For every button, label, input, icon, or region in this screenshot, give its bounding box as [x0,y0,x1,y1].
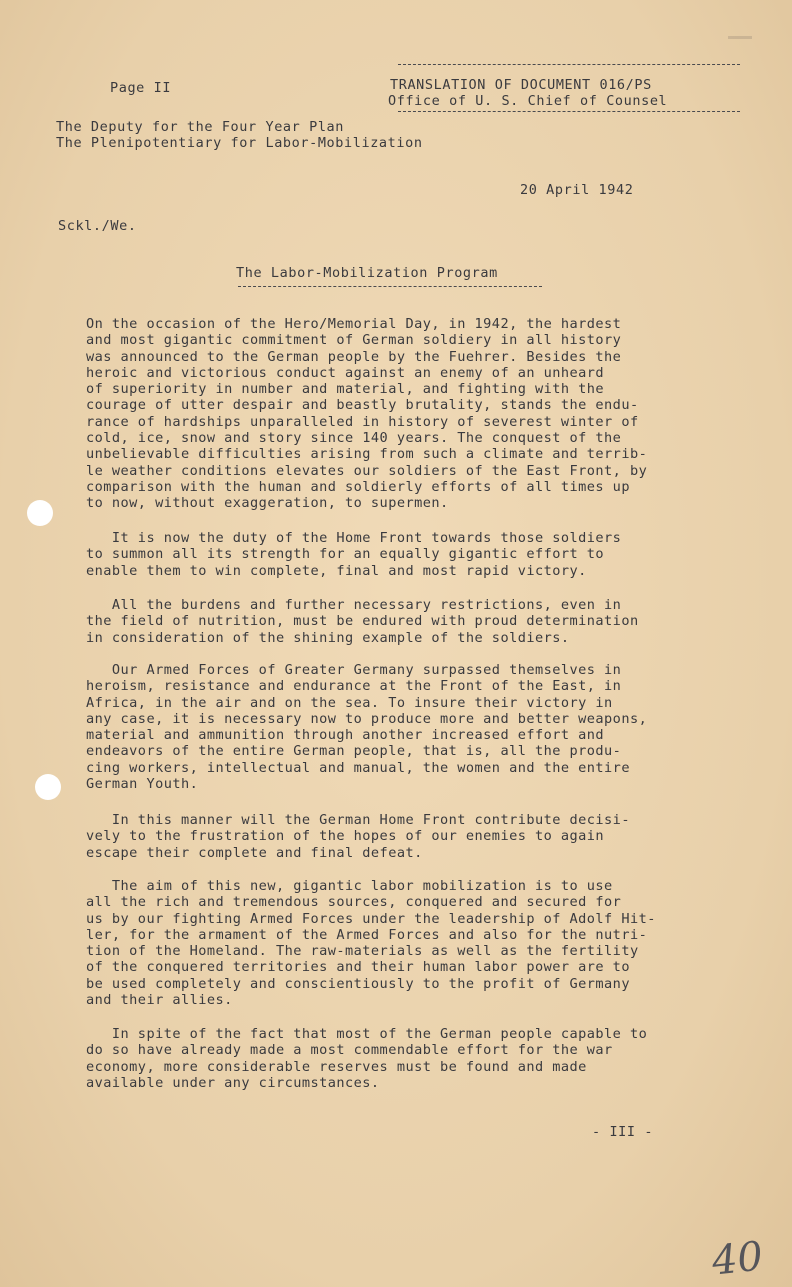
paragraph-4 [86,662,746,792]
text-line: any case, it is necessary now to produce more and better weapons, [86,710,648,727]
paragraph-2 [86,530,746,579]
text-line: comparison with the human and soldierly efforts of all times up [86,478,630,495]
text-line: The aim of this new, gigantic labor mobilization is to use [86,878,613,894]
header-rule-top [398,64,740,65]
page-label: Page II [110,80,172,96]
punch-hole-upper [27,500,53,526]
text-line: material and ammunition through another increased effort and [86,727,605,744]
paragraph-3 [86,597,746,646]
next-page-marker: - III - [592,1124,654,1140]
addressee-line-1: The Deputy for the Four Year Plan [56,119,345,135]
text-line: courage of utter despair and beastly brutality, stands the endu- [86,397,639,414]
office-heading: Office of U. S. Chief of Counsel [388,93,668,109]
paper-smudge [728,36,752,39]
text-line: tion of the Homeland. The raw-materials as well as the fertility [86,943,639,960]
text-line: In this manner will the German Home Front contribute decisi- [86,812,630,828]
text-line: German Youth. [86,776,199,793]
text-line: Our Armed Forces of Greater Germany surpassed themselves in [86,662,622,678]
header-rule-bottom [398,111,740,112]
text-line: economy, more considerable reserves must be found and made [86,1058,587,1075]
text-line: le weather conditions elevates our soldiers of the East Front, by [86,462,648,479]
document-date: 20 April 1942 [520,182,634,198]
punch-hole-lower [35,774,61,800]
text-line: of the conquered territories and their human labor power are to [86,959,630,976]
text-line: the field of nutrition, must be endured with proud determination [86,613,639,630]
text-line: unbelievable difficulties arising from such a climate and terrib- [86,446,648,463]
text-line: cold, ice, snow and story since 140 years. The conquest of the [86,430,622,447]
paragraph-5 [86,812,746,861]
text-line: cing workers, intellectual and manual, the women and the entire [86,759,630,776]
text-line: rance of hardships unparalleled in history of severest winter of [86,413,639,430]
text-line: us by our fighting Armed Forces under the leadership of Adolf Hit- [86,910,656,927]
text-line: ler, for the armament of the Armed Forces and also for the nutri- [86,926,648,943]
text-line: On the occasion of the Hero/Memorial Day, in 1942, the hardest [86,316,622,332]
text-line: to summon all its strength for an equally gigantic effort to [86,546,605,563]
text-line: of superiority in number and material, and fighting with the [86,381,605,398]
text-line: to now, without exaggeration, to supermen. [86,495,449,512]
translation-heading: TRANSLATION OF DOCUMENT 016/PS [390,77,652,93]
text-line: escape their complete and final defeat. [86,844,423,861]
text-line: and their allies. [86,992,233,1009]
text-line: heroic and victorious conduct against an enemy of an unheard [86,364,605,381]
text-line: endeavors of the entire German people, that is, all the produ- [86,743,622,760]
text-line: in consideration of the shining example of the soldiers. [86,629,570,646]
text-line: and most gigantic commitment of German soldiery in all history [86,332,622,349]
text-line: all the rich and tremendous sources, conquered and secured for [86,894,622,911]
text-line: available under any circumstances. [86,1074,380,1091]
text-line: In spite of the fact that most of the German people capable to [86,1026,648,1042]
handwritten-page-number: 40 [709,1233,766,1285]
text-line: be used completely and conscientiously to the profit of Germany [86,975,630,992]
text-line: was announced to the German people by the Fuehrer. Besides the [86,348,622,365]
paragraph-7 [86,1026,746,1091]
document-title: The Labor-Mobilization Program [236,265,498,281]
text-line: do so have already made a most commendable effort for the war [86,1042,613,1059]
paragraph-1 [86,316,746,512]
text-line: All the burdens and further necessary restrictions, even in [86,597,622,613]
text-line: It is now the duty of the Home Front towards those soldiers [86,530,622,546]
addressee-line-2: The Plenipotentiary for Labor-Mobilization [56,135,423,151]
text-line: vely to the frustration of the hopes of our enemies to again [86,828,605,845]
title-underline [238,286,542,287]
text-line: Africa, in the air and on the sea. To insure their victory in [86,694,613,711]
paragraph-6 [86,878,746,1008]
reference-code: Sckl./We. [58,218,137,234]
text-line: heroism, resistance and endurance at the Front of the East, in [86,678,622,695]
text-line: enable them to win complete, final and most rapid victory. [86,562,587,579]
